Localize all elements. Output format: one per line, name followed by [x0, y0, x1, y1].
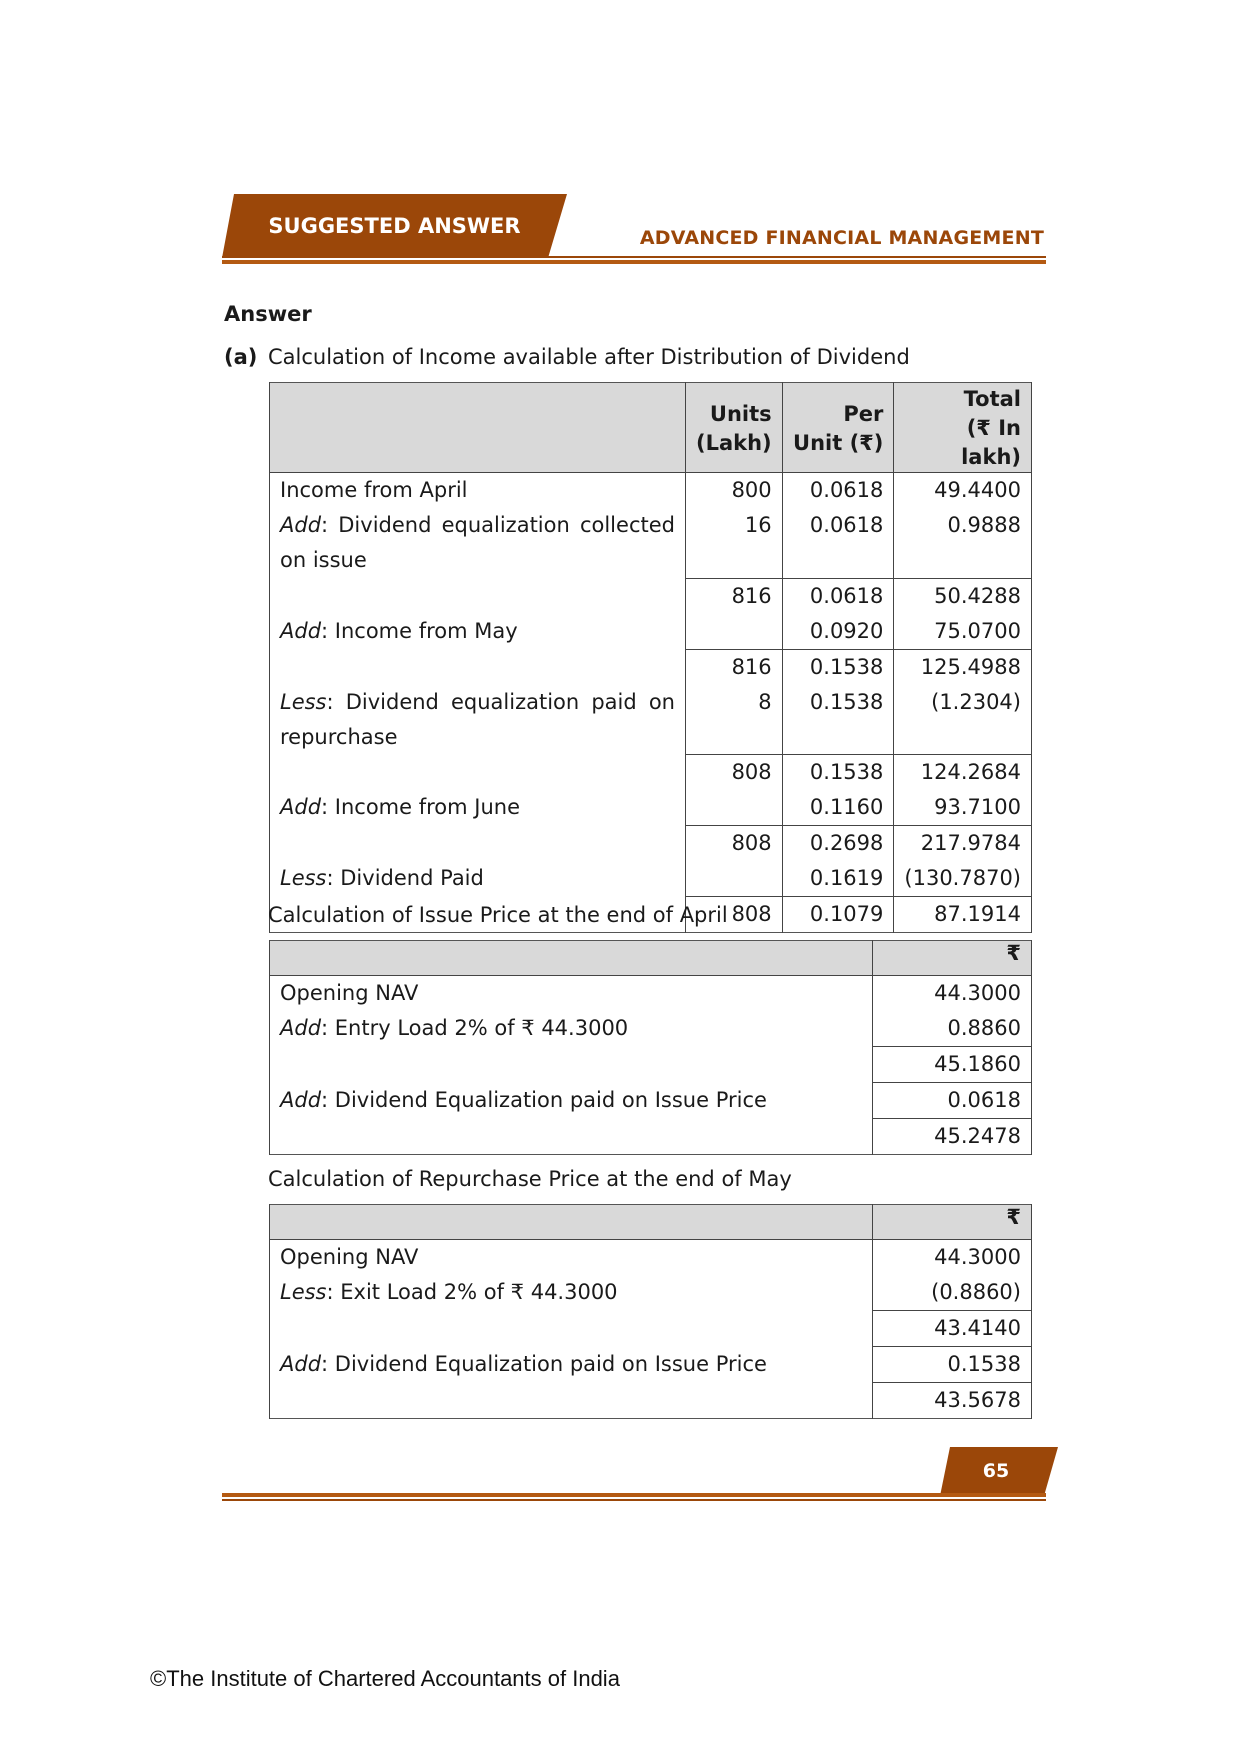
units-cell — [685, 861, 782, 897]
units-cell: 808 — [685, 826, 782, 862]
table-row — [270, 1240, 1032, 1276]
row-description — [270, 685, 686, 755]
table-row — [270, 1383, 1032, 1419]
row-description-text: : Dividend Paid — [326, 866, 484, 890]
table-row — [270, 976, 1032, 1012]
header-cell-desc — [270, 941, 873, 976]
table-row — [270, 790, 1032, 826]
per-unit-cell: 0.1160 — [782, 790, 894, 826]
table-row — [270, 1047, 1032, 1083]
per-unit-cell: 0.1538 — [782, 685, 894, 755]
row-description — [270, 826, 686, 862]
repurchase-price-caption: Calculation of Repurchase Price at the end of May — [268, 1167, 792, 1191]
per-unit-cell: 0.0618 — [782, 578, 894, 614]
total-cell: 50.4288 — [894, 578, 1032, 614]
row-description — [270, 473, 686, 509]
total-cell: 93.7100 — [894, 790, 1032, 826]
header-cell-desc — [270, 1205, 873, 1240]
table-row — [270, 755, 1032, 791]
per-unit-cell: 0.1619 — [782, 861, 894, 897]
row-description — [270, 649, 686, 685]
header-cell-total: Total (₹ In lakh) — [894, 383, 1032, 473]
total-cell: 75.0700 — [894, 614, 1032, 650]
header-tab — [222, 194, 567, 258]
table-row — [270, 473, 1032, 509]
row-description — [270, 1311, 873, 1347]
table-header-row — [270, 383, 1032, 473]
header-cell-currency: ₹ — [873, 1205, 1032, 1240]
issue-price-table — [269, 940, 1032, 1155]
table-row — [270, 861, 1032, 897]
row-description-prefix: Less — [280, 1280, 327, 1304]
row-description-text: Opening NAV — [280, 981, 419, 1005]
total-cell: 217.9784 — [894, 826, 1032, 862]
row-description — [270, 1011, 873, 1047]
table-row — [270, 1275, 1032, 1311]
issue-price-caption: Calculation of Issue Price at the end of April — [268, 903, 728, 927]
page-number: 65 — [982, 1460, 1010, 1482]
row-description-text: : Dividend equalization collected on issue — [280, 513, 675, 572]
table-header-row — [270, 941, 1032, 976]
total-cell: (130.7870) — [894, 861, 1032, 897]
table-row — [270, 685, 1032, 755]
row-description-text: : Dividend Equalization paid on Issue Price — [321, 1087, 767, 1112]
total-cell: 0.9888 — [894, 508, 1032, 578]
header-cell-per-unit: Per Unit (₹) — [782, 383, 894, 473]
row-description-text: Opening NAV — [280, 1245, 419, 1269]
per-unit-cell: 0.1538 — [782, 755, 894, 791]
per-unit-cell: 0.1538 — [782, 649, 894, 685]
amount-cell: 44.3000 — [873, 976, 1032, 1012]
header-cell-currency: ₹ — [873, 941, 1032, 976]
income-table — [269, 382, 1032, 933]
row-description-text: : Dividend equalization paid on repurchase — [280, 689, 675, 749]
row-description-text: : Dividend Equalization paid on Issue Price — [321, 1351, 767, 1376]
row-description — [270, 1383, 873, 1419]
amount-cell: (0.8860) — [873, 1275, 1032, 1311]
units-cell: 816 — [685, 649, 782, 685]
units-cell: 800 — [685, 473, 782, 509]
repurchase-price-table — [269, 1204, 1032, 1419]
row-description-text: : Exit Load 2% of ₹ 44.3000 — [326, 1280, 618, 1304]
per-unit-cell: 0.0920 — [782, 614, 894, 650]
row-description-prefix: Add — [280, 513, 322, 537]
row-description — [270, 1047, 873, 1083]
units-cell — [685, 790, 782, 826]
copyright-text: ©The Institute of Chartered Accountants of India — [150, 1666, 620, 1691]
table-row — [270, 1083, 1032, 1119]
units-cell: 808 — [685, 755, 782, 791]
table-header-row — [270, 1205, 1032, 1240]
row-description-prefix: Less — [280, 689, 327, 714]
row-description-prefix: Add — [280, 1351, 322, 1376]
row-description — [270, 1119, 873, 1155]
amount-cell: 45.2478 — [873, 1119, 1032, 1155]
amount-cell: 0.8860 — [873, 1011, 1032, 1047]
header-rule — [222, 256, 1046, 258]
row-description — [270, 1083, 873, 1119]
per-unit-cell: 0.0618 — [782, 473, 894, 509]
footer-rule — [222, 1499, 1046, 1501]
table-row — [270, 1347, 1032, 1383]
section-title: Calculation of Income available after Distribution of Dividend — [268, 345, 910, 369]
header-cell-units: Units (Lakh) — [685, 383, 782, 473]
table-row — [270, 826, 1032, 862]
units-cell: 808 — [685, 897, 782, 933]
amount-cell: 0.0618 — [873, 1083, 1032, 1119]
page-number-tab — [940, 1447, 1058, 1496]
per-unit-cell: 0.1079 — [782, 897, 894, 933]
table-row — [270, 578, 1032, 614]
amount-cell: 45.1860 — [873, 1047, 1032, 1083]
row-description — [270, 1240, 873, 1276]
table-row — [270, 649, 1032, 685]
total-cell: 49.4400 — [894, 473, 1032, 509]
section-label: (a) — [224, 345, 258, 369]
row-description-prefix: Less — [280, 866, 327, 890]
row-description — [270, 578, 686, 614]
header-tab-label: SUGGESTED ANSWER — [268, 214, 521, 238]
row-description — [270, 508, 686, 578]
row-description-text: : Entry Load 2% of ₹ 44.3000 — [321, 1016, 629, 1040]
subject-title: ADVANCED FINANCIAL MANAGEMENT — [639, 227, 1044, 249]
units-cell — [685, 614, 782, 650]
row-description-prefix: Add — [280, 795, 322, 819]
units-cell: 16 — [685, 508, 782, 578]
amount-cell: 43.5678 — [873, 1383, 1032, 1419]
answer-heading: Answer — [224, 302, 312, 326]
table-row — [270, 1119, 1032, 1155]
total-cell: 125.4988 — [894, 649, 1032, 685]
header-cell-desc — [270, 383, 686, 473]
table-row — [270, 614, 1032, 650]
row-description — [270, 614, 686, 650]
row-description — [270, 861, 686, 897]
table-row — [270, 1011, 1032, 1047]
units-cell: 816 — [685, 578, 782, 614]
row-description-prefix: Add — [280, 618, 322, 643]
units-cell: 8 — [685, 685, 782, 755]
row-description — [270, 1347, 873, 1383]
row-description-text: Income from April — [280, 478, 468, 502]
row-description — [270, 790, 686, 826]
per-unit-cell: 0.2698 — [782, 826, 894, 862]
total-cell: 124.2684 — [894, 755, 1032, 791]
table-row — [270, 508, 1032, 578]
table-row — [270, 1311, 1032, 1347]
row-description — [270, 755, 686, 791]
row-description-text: : Income from May — [321, 618, 518, 643]
amount-cell: 44.3000 — [873, 1240, 1032, 1276]
amount-cell: 43.4140 — [873, 1311, 1032, 1347]
row-description — [270, 976, 873, 1012]
row-description-prefix: Add — [280, 1087, 322, 1112]
row-description-text: : Income from June — [321, 795, 521, 819]
total-cell: (1.2304) — [894, 685, 1032, 755]
amount-cell: 0.1538 — [873, 1347, 1032, 1383]
per-unit-cell: 0.0618 — [782, 508, 894, 578]
row-description — [270, 1275, 873, 1311]
header-rule-thick — [222, 260, 1046, 264]
footer-rule-thick — [222, 1493, 1046, 1497]
total-cell: 87.1914 — [894, 897, 1032, 933]
row-description-prefix: Add — [280, 1016, 322, 1040]
